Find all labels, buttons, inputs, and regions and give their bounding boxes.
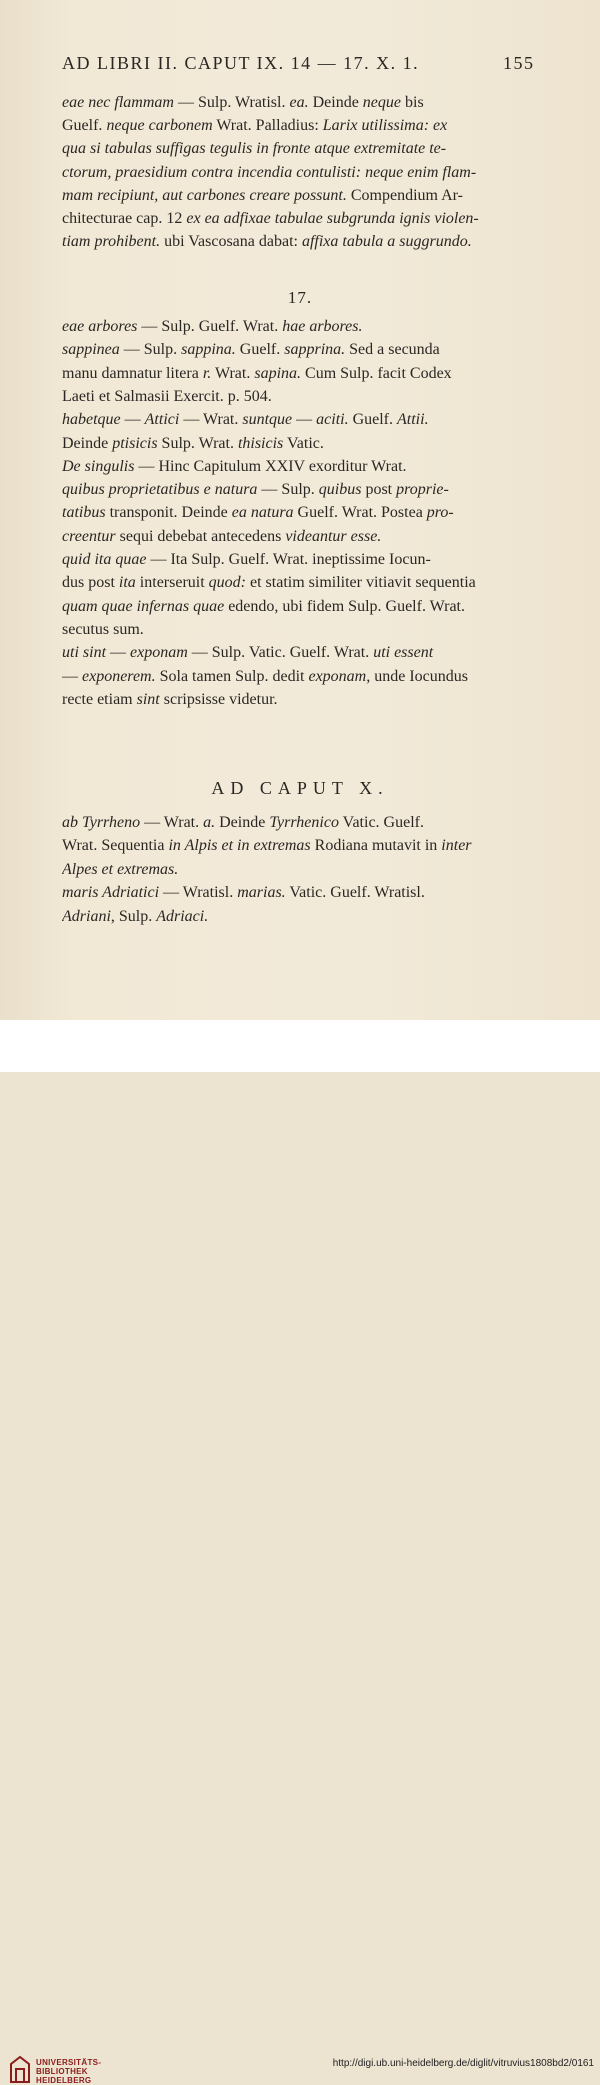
text-line xyxy=(62,185,534,207)
running-title: AD LIBRI II. CAPUT IX. 14 — 17. X. 1. xyxy=(62,53,420,73)
text-line xyxy=(62,572,534,594)
text-line xyxy=(62,479,534,501)
text-line xyxy=(62,526,534,548)
roman-text: Deinde xyxy=(62,434,113,452)
roman-text: Vatic. Guelf. xyxy=(338,814,424,831)
roman-text: — Hinc Capitulum XXIV exorditur Wrat. xyxy=(134,457,407,475)
roman-text: Wrat. Sequentia xyxy=(62,837,169,855)
italic-text: thisicis xyxy=(237,434,284,452)
roman-text: — Wrat. xyxy=(140,814,204,831)
italic-text: ita xyxy=(118,574,136,592)
text-line xyxy=(62,208,534,230)
italic-text: mam recipiunt, aut carbones creare possunt. xyxy=(62,186,347,204)
italic-text: Attici xyxy=(144,411,180,429)
roman-text: Wrat. xyxy=(211,364,255,382)
italic-text: qua si tabulas suffigas tegulis in fronte atque extremitate te- xyxy=(62,140,447,158)
italic-text: sapina. xyxy=(254,364,302,382)
roman-text: Guelf. xyxy=(235,341,285,359)
roman-text: — Sulp. xyxy=(257,481,319,499)
italic-text: tatibus xyxy=(62,504,106,522)
book-page xyxy=(0,0,600,1020)
italic-text: neque xyxy=(362,94,401,111)
roman-text: , Sulp. xyxy=(110,907,157,925)
italic-text: pro- xyxy=(426,504,454,522)
roman-text: ubi Vascosana dabat: xyxy=(160,233,302,251)
roman-text: — xyxy=(62,667,82,685)
roman-text: Guelf. xyxy=(348,411,398,429)
text-line xyxy=(62,906,534,928)
italic-text: r. xyxy=(202,364,212,382)
viewer-footer xyxy=(0,1020,600,2085)
library-name-line2: BIBLIOTHEK xyxy=(36,2067,88,2076)
roman-text: post xyxy=(361,481,397,499)
text-line xyxy=(62,549,534,571)
text-line xyxy=(62,339,534,361)
italic-text: sappinea xyxy=(62,341,120,359)
italic-text: aciti. xyxy=(316,411,349,429)
text-line xyxy=(62,456,534,478)
library-logo-icon[interactable] xyxy=(8,2054,32,2084)
roman-text: — Sulp. Vatic. Guelf. Wrat. xyxy=(187,644,374,662)
italic-text: uti essent xyxy=(373,644,434,662)
italic-text: inter xyxy=(441,837,472,855)
italic-text: tiam prohibent. xyxy=(62,233,161,251)
italic-text: neque carbonem xyxy=(106,117,213,135)
text-line xyxy=(62,409,534,431)
italic-text: Larix utilissima: ex xyxy=(322,117,448,135)
roman-text: Laeti et Salmasii Exercit. p. 504. xyxy=(62,387,272,405)
text-line xyxy=(62,502,534,524)
text-line xyxy=(62,162,534,184)
italic-text: uti sint xyxy=(62,644,107,662)
italic-text: sapprina. xyxy=(284,341,346,359)
roman-text: dus post xyxy=(62,574,119,592)
italic-text: in Alpis et in extremas xyxy=(168,837,311,855)
roman-text: unde Iocundus xyxy=(370,667,468,685)
italic-text: sappina. xyxy=(181,341,236,359)
italic-text: Tyrrhenico xyxy=(269,814,339,831)
text-line xyxy=(62,666,534,688)
roman-text: Deinde xyxy=(215,814,270,831)
roman-text: Guelf. Wrat. Postea xyxy=(293,504,427,522)
section-heading-17: 17. xyxy=(287,288,313,307)
italic-text: Attii. xyxy=(397,411,429,429)
section-heading-caput-x: AD CAPUT X. xyxy=(211,778,389,798)
roman-text: Sola tamen Sulp. dedit xyxy=(155,667,309,685)
italic-text: a. xyxy=(203,814,216,831)
italic-text: suntque xyxy=(242,411,293,429)
library-name-line3: HEIDELBERG xyxy=(36,2076,92,2085)
italic-text: videantur esse. xyxy=(285,527,382,545)
roman-text: Sulp. Wrat. xyxy=(157,434,238,452)
roman-text: Compendium Ar- xyxy=(346,186,463,204)
italic-text: quibus xyxy=(318,481,362,499)
roman-text: Cum Sulp. facit Codex xyxy=(301,364,452,382)
roman-text: recte etiam xyxy=(62,690,137,708)
italic-text: exponam xyxy=(130,644,188,662)
italic-text: exponerem. xyxy=(82,667,156,685)
roman-text: — Wrat. xyxy=(179,411,243,429)
roman-text: secutus sum. xyxy=(62,620,144,638)
roman-text: — Wratisl. xyxy=(159,884,238,902)
roman-text: Sed a secunda xyxy=(345,341,440,359)
italic-text: quibus proprietatibus e natura xyxy=(62,481,258,499)
text-line xyxy=(62,812,534,834)
italic-text: ea natura xyxy=(231,504,294,522)
italic-text: De singulis xyxy=(62,457,135,475)
text-line xyxy=(62,386,534,408)
roman-text: — xyxy=(120,411,145,429)
roman-text: Deinde xyxy=(308,94,363,111)
italic-text: exponam, xyxy=(308,667,371,685)
italic-text: sint xyxy=(136,690,160,708)
roman-text: edendo, ubi fidem Sulp. Guelf. Wrat. xyxy=(224,597,465,615)
roman-text: Guelf. xyxy=(62,117,107,135)
italic-text: hae arbores. xyxy=(282,318,363,335)
italic-text: quam quae infernas quae xyxy=(62,597,225,615)
roman-text: Vatic. Guelf. Wratisl. xyxy=(285,884,425,902)
roman-text: — Sulp. Guelf. Wrat. xyxy=(137,318,283,335)
text-line xyxy=(62,859,534,881)
roman-text: manu damnatur litera xyxy=(62,364,203,382)
text-line xyxy=(62,882,534,904)
text-line xyxy=(62,642,534,664)
text-line xyxy=(62,138,534,160)
italic-text: habetque xyxy=(62,411,121,429)
italic-text: ctorum, praesidium contra incendia contulisti: neque enim flam- xyxy=(62,163,477,181)
italic-text: marias. xyxy=(237,884,286,902)
roman-text: Rodiana mutavit in xyxy=(310,837,442,855)
roman-text: — xyxy=(106,644,131,662)
roman-text: — xyxy=(292,411,317,429)
text-line xyxy=(62,433,534,455)
text-line xyxy=(62,363,534,385)
text-line xyxy=(62,92,534,114)
roman-text: interseruit xyxy=(135,574,209,592)
roman-text: transponit. Deinde xyxy=(105,504,232,522)
text-line xyxy=(62,231,534,253)
page-url-link[interactable]: http://digi.ub.uni-heidelberg.de/diglit/vitruvius1808bd2/0161 xyxy=(332,2058,594,2069)
italic-text: ab Tyrrheno xyxy=(62,814,141,831)
italic-text: quod: xyxy=(208,574,246,592)
library-name-line1: UNIVERSITÄTS- xyxy=(36,2058,102,2067)
italic-text: creentur xyxy=(62,527,116,545)
roman-text: sequi debebat antecedens xyxy=(115,527,286,545)
text-line xyxy=(62,596,534,618)
roman-text: — Sulp. Wratisl. xyxy=(173,94,290,111)
roman-text: bis xyxy=(401,94,424,111)
text-line xyxy=(62,689,534,711)
italic-text: eae arbores xyxy=(62,318,138,335)
text-line xyxy=(62,619,534,641)
roman-text: — Sulp. xyxy=(119,341,182,359)
text-line xyxy=(62,115,534,137)
text-line xyxy=(62,316,534,338)
italic-text: Adriaci. xyxy=(156,907,209,925)
running-header xyxy=(0,53,600,77)
roman-text: Vatic. xyxy=(283,434,324,452)
roman-text: — Ita Sulp. Guelf. Wrat. ineptissime Iocun- xyxy=(146,551,431,568)
italic-text: Alpes et extremas. xyxy=(62,860,179,878)
italic-text: ex ea adfixae tabulae subgrunda ignis violen- xyxy=(186,210,479,227)
italic-text: proprie- xyxy=(396,481,449,499)
roman-text: chitecturae cap. 12 xyxy=(62,210,187,227)
italic-text: eae nec flammam xyxy=(62,94,174,111)
italic-text: ptisicis xyxy=(112,434,158,452)
italic-text: maris Adriatici xyxy=(62,884,160,902)
italic-text: quid ita quae xyxy=(62,551,147,568)
text-line xyxy=(62,835,534,857)
roman-text: Wrat. Palladius: xyxy=(212,117,323,135)
roman-text: scripsisse videtur. xyxy=(159,690,278,708)
italic-text: affixa tabula a suggrundo. xyxy=(301,233,472,251)
library-name[interactable] xyxy=(36,2058,101,2085)
italic-text: Adriani xyxy=(62,907,111,925)
italic-text: ea. xyxy=(289,94,309,111)
roman-text: et statim similiter vitiavit sequentia xyxy=(246,574,476,592)
page-number: 155 xyxy=(503,53,535,73)
